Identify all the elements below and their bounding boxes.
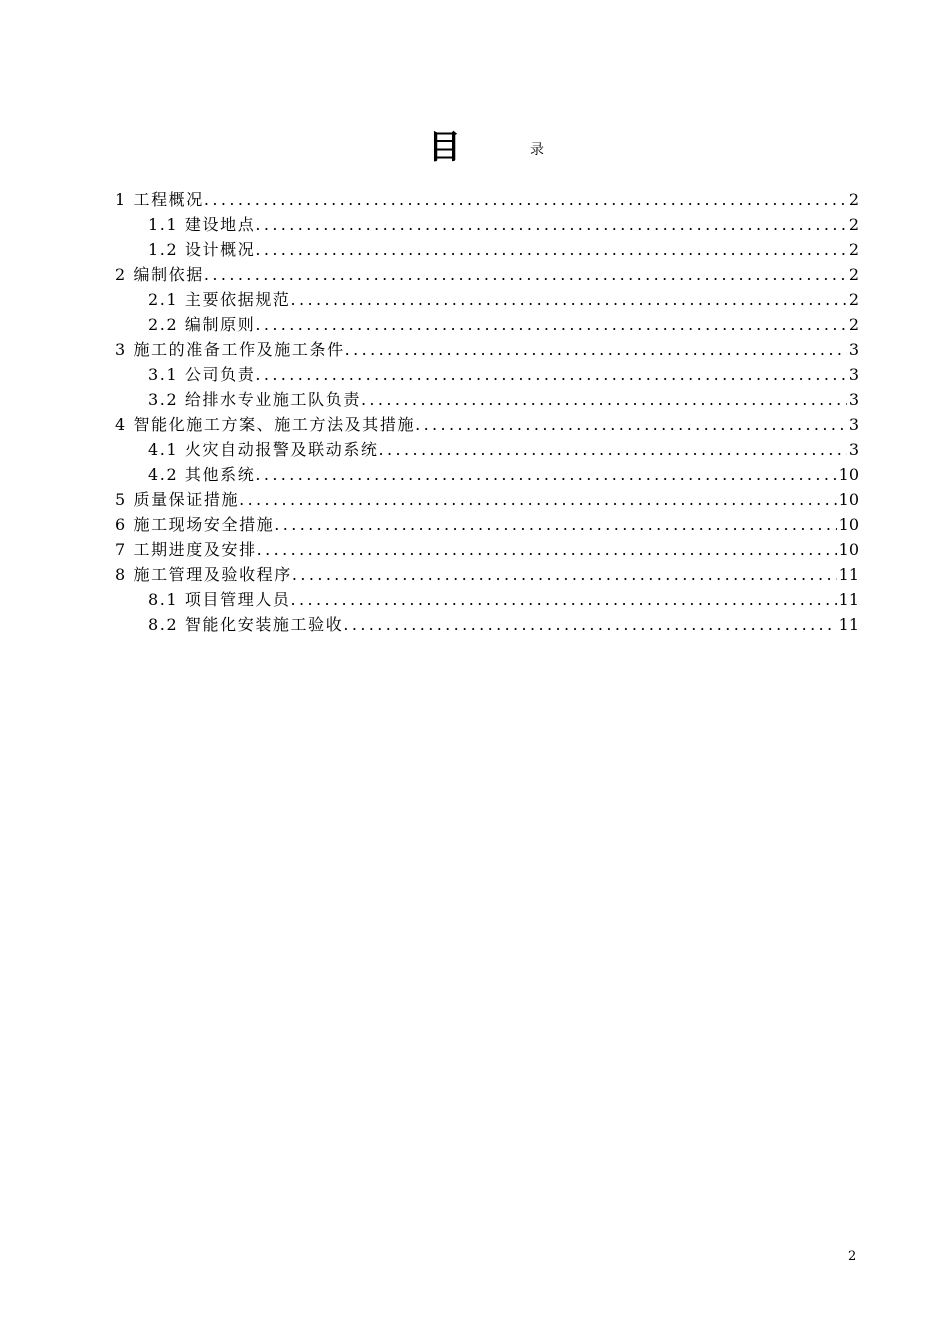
toc-leader-dots — [255, 312, 846, 337]
toc-entry[interactable] — [115, 437, 859, 462]
toc-entry-page: 3 — [848, 440, 859, 459]
toc-entry-page: 2 — [848, 190, 859, 209]
toc-entry-title: 8 施工管理及验收程序 — [115, 565, 292, 584]
toc-entry-title: 7 工期进度及安排 — [115, 540, 257, 559]
toc-entry-page: 2 — [848, 290, 859, 309]
toc-leader-dots — [361, 387, 847, 412]
table-of-contents — [115, 187, 859, 637]
toc-entry-page: 2 — [848, 265, 859, 284]
toc-leader-dots — [255, 212, 846, 237]
toc-leader-dots — [292, 562, 837, 587]
toc-entry-title: 4 智能化施工方案、施工方法及其措施 — [115, 415, 416, 434]
toc-leader-dots — [345, 337, 847, 362]
page-number: 2 — [848, 1249, 857, 1264]
toc-entry[interactable] — [115, 412, 859, 437]
toc-leader-dots — [257, 537, 837, 562]
toc-entry-title: 8.2 智能化安装施工验收 — [148, 615, 344, 634]
toc-entry-page: 2 — [848, 240, 859, 259]
toc-entry-title: 4.2 其他系统 — [148, 465, 256, 484]
toc-title — [0, 124, 950, 170]
toc-entry-page: 10 — [838, 515, 859, 534]
toc-entry-title: 1.2 设计概况 — [148, 240, 256, 259]
toc-entry-page: 10 — [838, 490, 859, 509]
toc-entry-page: 2 — [848, 315, 859, 334]
toc-entry-title: 1.1 建设地点 — [148, 215, 256, 234]
toc-entry-title: 4.1 火灾自动报警及联动系统 — [148, 440, 379, 459]
toc-leader-dots — [255, 237, 846, 262]
toc-entry-page: 3 — [848, 365, 859, 384]
toc-entry-page: 3 — [848, 390, 859, 409]
toc-entry[interactable] — [115, 362, 859, 387]
toc-entry-title: 2.1 主要依据规范 — [148, 290, 291, 309]
toc-leader-dots — [379, 437, 847, 462]
toc-entry[interactable] — [115, 212, 859, 237]
toc-entry[interactable] — [115, 337, 859, 362]
toc-entry[interactable] — [115, 562, 859, 587]
toc-entry-title: 2 编制依据 — [115, 265, 204, 284]
toc-entry[interactable] — [115, 387, 859, 412]
toc-entry-page: 11 — [838, 565, 859, 584]
toc-entry-page: 3 — [848, 415, 859, 434]
toc-leader-dots — [255, 362, 846, 387]
toc-entry-page: 10 — [838, 465, 859, 484]
toc-leader-dots — [291, 587, 837, 612]
toc-entry-page: 11 — [838, 615, 859, 634]
toc-entry[interactable] — [115, 612, 859, 637]
toc-entry-title: 2.2 编制原则 — [148, 315, 256, 334]
toc-leader-dots — [239, 487, 837, 512]
toc-entry-page: 10 — [838, 540, 859, 559]
toc-entry[interactable] — [115, 262, 859, 287]
toc-entry[interactable] — [115, 512, 859, 537]
toc-entry-title: 3.2 给排水专业施工队负责 — [148, 390, 361, 409]
toc-entry-page: 3 — [848, 340, 859, 359]
toc-entry[interactable] — [115, 587, 859, 612]
toc-entry[interactable] — [115, 312, 859, 337]
toc-entry-title: 3 施工的准备工作及施工条件 — [115, 340, 345, 359]
toc-leader-dots — [291, 287, 847, 312]
toc-entry-title: 3.1 公司负责 — [148, 365, 256, 384]
toc-entry-title: 5 质量保证措施 — [115, 490, 240, 509]
toc-entry-title: 8.1 项目管理人员 — [148, 590, 291, 609]
toc-entry-title: 1 工程概况 — [115, 190, 204, 209]
toc-leader-dots — [274, 512, 836, 537]
toc-entry[interactable] — [115, 237, 859, 262]
toc-entry[interactable] — [115, 462, 859, 487]
toc-entry[interactable] — [115, 537, 859, 562]
toc-entry[interactable] — [115, 487, 859, 512]
toc-entry-title: 6 施工现场安全措施 — [115, 515, 275, 534]
toc-title-main: 目 — [428, 127, 461, 166]
toc-leader-dots — [343, 612, 836, 637]
toc-title-sub: 录 — [530, 142, 544, 158]
toc-entry-page: 11 — [838, 590, 859, 609]
toc-leader-dots — [204, 187, 847, 212]
toc-entry[interactable] — [115, 187, 859, 212]
toc-leader-dots — [255, 462, 836, 487]
toc-leader-dots — [204, 262, 847, 287]
toc-entry[interactable] — [115, 287, 859, 312]
toc-leader-dots — [415, 412, 847, 437]
toc-entry-page: 2 — [848, 215, 859, 234]
